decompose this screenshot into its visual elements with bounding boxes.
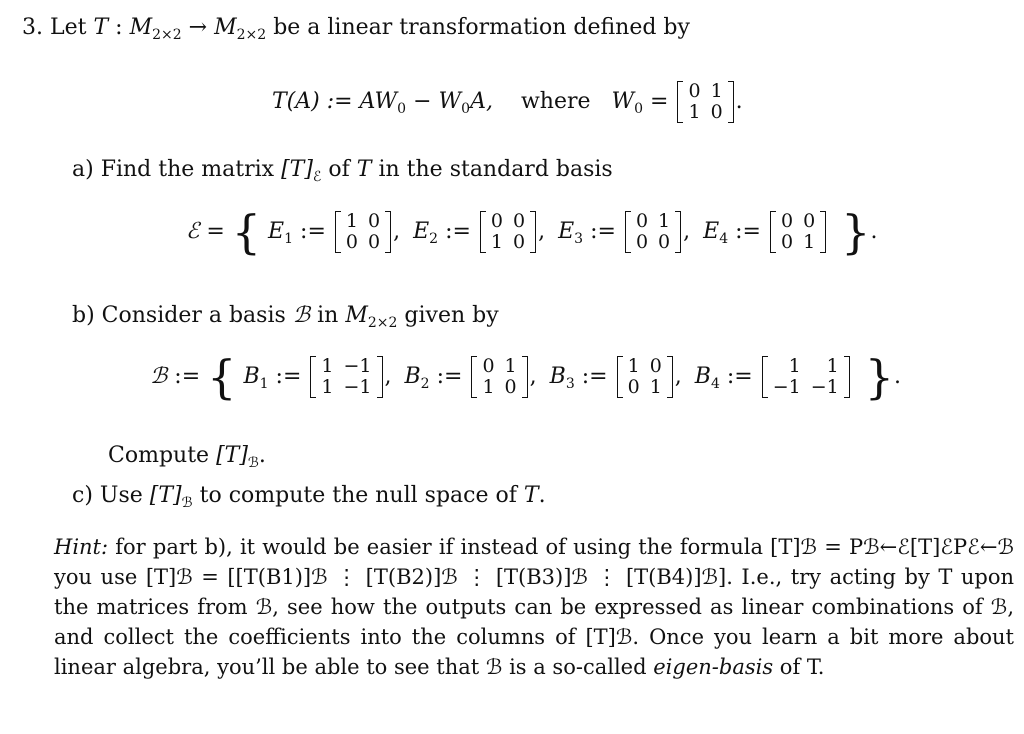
B-symbol: B	[549, 364, 566, 389]
matrix-entry: 1	[688, 101, 701, 123]
basis-element-E2	[413, 206, 545, 265]
assign: :=	[590, 219, 616, 244]
matrix-entry: 1	[710, 80, 723, 102]
B-sub: 2	[420, 376, 430, 392]
matrix-entry: 0	[504, 376, 517, 398]
hint-label: Hint:	[54, 535, 109, 559]
basis-element-B1	[243, 350, 391, 411]
part-b-label: b)	[72, 303, 95, 328]
part-a-text-1: Find the matrix	[100, 157, 275, 182]
hint-tail: of T.	[779, 655, 825, 679]
E-symbol: E	[703, 219, 720, 244]
part-c-text-1: Use	[99, 483, 143, 508]
assign: :=	[735, 219, 761, 244]
matrix-entry: 0	[649, 355, 662, 377]
matrix-entry: 0	[635, 210, 649, 232]
def-rhs-end: A,	[470, 89, 493, 114]
E-symbol: E	[268, 219, 285, 244]
compute-line	[108, 442, 266, 477]
matrix-entry: −1	[343, 376, 372, 398]
matrix-B2	[471, 356, 527, 398]
arrow-icon: →	[188, 15, 208, 40]
matrix-entry: 1	[482, 376, 495, 398]
where-word: where	[520, 89, 591, 114]
close-brace: }	[864, 350, 895, 404]
matrix-entry: −1	[810, 376, 839, 398]
matrix-entry: 0	[482, 355, 495, 377]
assign: :=	[445, 219, 471, 244]
T-bracket-sub: ℰ	[312, 169, 322, 185]
matrix-entry: 1	[788, 355, 801, 377]
period: .	[258, 443, 266, 468]
matrix-entry: 1	[321, 355, 334, 377]
T-bracket-sub: ℬ	[247, 455, 259, 471]
matrix-entry: 1	[504, 355, 517, 377]
matrix-entry: 0	[780, 231, 794, 253]
symbol-T: T	[356, 157, 372, 182]
B-sub: 4	[710, 376, 720, 392]
open-brace: {	[231, 205, 262, 259]
T-bracket: [T]	[281, 157, 313, 182]
basis-element-B3	[550, 350, 682, 411]
comma: ,	[529, 364, 537, 389]
matrix-entry: 0	[688, 80, 701, 102]
E-sub: 2	[429, 231, 439, 247]
matrix-entry: 1	[345, 210, 358, 232]
part-c-label: c)	[72, 483, 93, 508]
intro-text-2: be a linear transformation defined by	[273, 15, 690, 40]
part-a-text-3: in the standard basis	[378, 157, 613, 182]
B-symbol: B	[404, 364, 421, 389]
period: .	[538, 483, 546, 508]
comma: ,	[674, 364, 682, 389]
part-a-text	[72, 156, 613, 191]
standard-basis-equation	[186, 206, 877, 265]
matrix-E3	[625, 211, 681, 253]
basis-element-B4	[695, 350, 852, 411]
B-sub: 3	[565, 376, 575, 392]
matrix-entry: 1	[649, 376, 662, 398]
part-c-text	[72, 482, 546, 517]
codomain-sub: 2×2	[236, 27, 267, 43]
assign: :=	[174, 364, 201, 389]
B-symbol: B	[694, 364, 711, 389]
matrix-entry: 0	[367, 231, 381, 253]
matrix-entry: 0	[635, 231, 649, 253]
equals-sign: =	[206, 219, 225, 244]
T-bracket-sub: ℬ	[181, 495, 193, 511]
open-brace: {	[207, 350, 237, 404]
matrix-E2	[480, 211, 536, 253]
def-minus-sub: 0	[461, 101, 471, 117]
matrix-E1	[335, 211, 391, 253]
matrix-E4	[770, 211, 826, 253]
assign: :=	[581, 364, 608, 389]
E-symbol: E	[413, 219, 430, 244]
problem-statement	[22, 14, 690, 49]
hint-body: for part b), it would be easier if instead of using the formula [T]ℬ = Pℬ←ℰ[T]ℰPℰ←ℬ you use [T]ℬ = [[T(B1)]ℬ ⋮ [T(B2)]ℬ ⋮ [T(B3)]ℬ ⋮ [T(B4)]ℬ]. I.e., try acting by T upon the matrices from ℬ, see how the outputs can be expressed as linear combinations of ℬ, and collect the coefficients into the columns of [T]ℬ. Once you learn a bit more about linear algebra, you’ll be able to see that ℬ is a so-called	[54, 535, 1014, 679]
comma: ,	[384, 364, 392, 389]
basis-element-E1	[268, 206, 400, 265]
part-a-label: a)	[72, 157, 94, 182]
assign: :=	[275, 364, 302, 389]
part-b-text	[72, 302, 499, 337]
symbol-T: T	[523, 483, 539, 508]
comma: ,	[538, 219, 546, 244]
matrix-entry: 0	[780, 210, 794, 232]
comma: ,	[683, 219, 691, 244]
part-b-text-3: given by	[404, 303, 499, 328]
codomain-M: M	[214, 15, 237, 40]
matrix-B1	[310, 356, 382, 398]
T-bracket: [T]	[216, 443, 248, 468]
M-sub: 2×2	[367, 315, 398, 331]
matrix-B3	[617, 356, 673, 398]
basis-B-symbol: ℬ	[292, 303, 311, 328]
matrix-entry: 0	[513, 231, 526, 253]
basis-element-B2	[405, 350, 537, 411]
assign: :=	[726, 364, 753, 389]
part-c-text-2: to compute the null space of	[199, 483, 517, 508]
part-a-text-2: of	[328, 157, 350, 182]
period: .	[735, 89, 743, 114]
def-lhs: T(A) := AW	[272, 89, 398, 114]
W-sub: 0	[634, 101, 644, 117]
matrix-entry: 1	[803, 231, 816, 253]
B-sub: 1	[259, 376, 269, 392]
matrix-entry: 1	[627, 355, 640, 377]
matrix-entry: 0	[367, 210, 381, 232]
matrix-entry: −1	[343, 355, 372, 377]
definition-equation	[272, 78, 743, 133]
part-b-text-2: in	[317, 303, 339, 328]
E-sub: 4	[719, 231, 729, 247]
equals-sign: =	[650, 89, 669, 114]
basis-element-E3	[558, 206, 690, 265]
matrix-entry: 0	[710, 101, 723, 123]
matrix-entry: 1	[826, 355, 839, 377]
close-brace: }	[841, 205, 871, 259]
B-symbol: B	[243, 364, 260, 389]
domain-sub: 2×2	[152, 27, 182, 43]
matrix-entry: 1	[658, 210, 671, 232]
matrix-entry: 0	[803, 210, 816, 232]
basis-B-equation	[150, 350, 901, 411]
symbol-T: T	[93, 15, 109, 40]
def-lhs-sub: 0	[397, 101, 407, 117]
basis-E-symbol: ℰ	[186, 219, 200, 244]
period: .	[870, 219, 878, 244]
problem-number: 3.	[22, 15, 43, 40]
part-b-text-1: Consider a basis	[101, 303, 286, 328]
matrix-entry: 0	[513, 210, 526, 232]
matrix-B4	[762, 356, 850, 398]
matrix-entry: 1	[321, 376, 334, 398]
basis-B-symbol: ℬ	[150, 364, 168, 389]
matrix-entry: 0	[490, 210, 504, 232]
comma: ,	[393, 219, 401, 244]
E-sub: 1	[284, 231, 294, 247]
matrix-entry: −1	[772, 376, 801, 398]
matrix-entry: 0	[627, 376, 640, 398]
intro-text: Let	[50, 15, 87, 40]
hint-paragraph	[54, 532, 1014, 682]
assign: :=	[300, 219, 326, 244]
compute-text: Compute	[108, 443, 210, 468]
T-bracket: [T]	[149, 483, 182, 508]
E-symbol: E	[558, 219, 575, 244]
colon: :	[115, 15, 123, 40]
eigen-basis-term: eigen-basis	[653, 655, 774, 679]
matrix-entry: 0	[658, 231, 671, 253]
matrix-W0	[677, 81, 733, 123]
def-minus: − W	[406, 89, 462, 114]
basis-element-E4	[703, 206, 828, 265]
period: .	[894, 364, 902, 389]
matrix-entry: 0	[345, 231, 358, 253]
domain-M: M	[129, 15, 153, 40]
E-sub: 3	[574, 231, 584, 247]
matrix-entry: 1	[490, 231, 504, 253]
M-symbol: M	[345, 303, 368, 328]
W-symbol: W	[611, 89, 635, 114]
assign: :=	[436, 364, 463, 389]
